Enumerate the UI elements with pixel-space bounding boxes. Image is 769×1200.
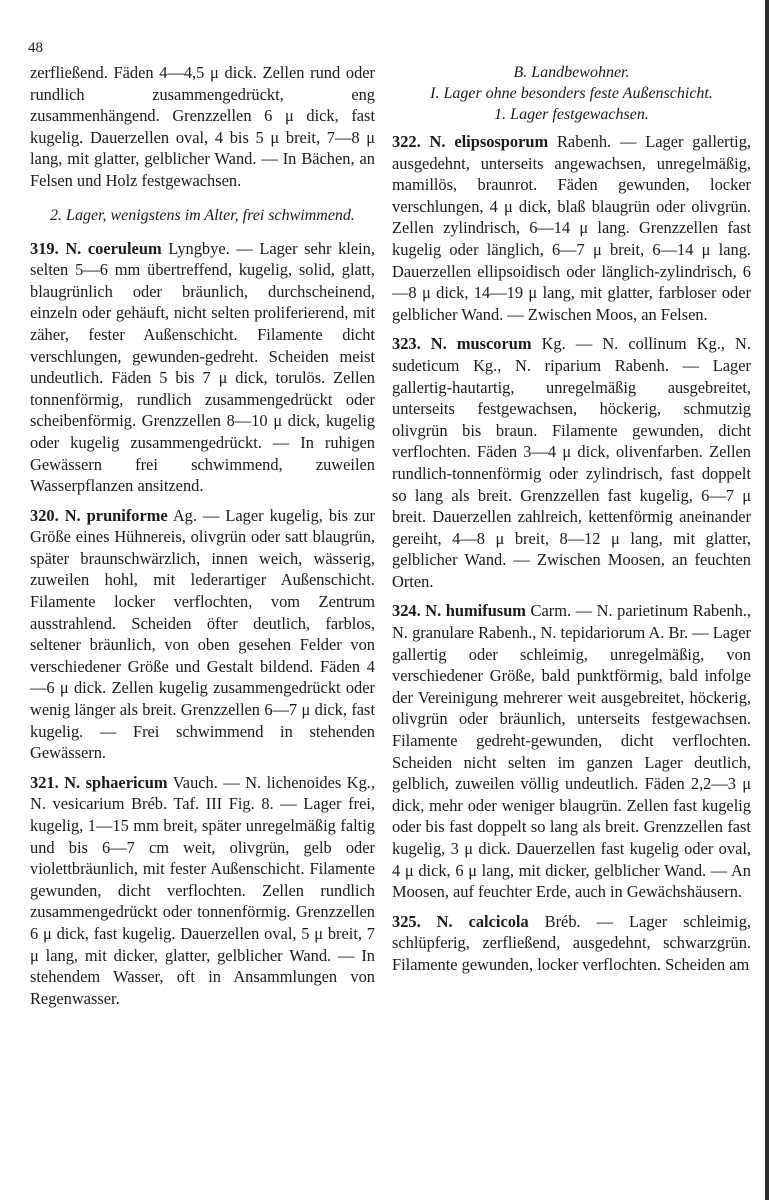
- right-headings: [392, 62, 751, 125]
- heading-lager-ohne-aussenschicht: I. Lager ohne besonders feste Außenschicht.: [430, 85, 713, 102]
- entry-number: 322.: [392, 132, 421, 151]
- entry-number: 319.: [30, 238, 59, 258]
- species-entry-324: [392, 600, 751, 902]
- page-number: 48: [28, 40, 43, 56]
- entry-text: Rabenh. — Lager gallertig, ausgedehnt, unterseits angewachsen, unregelmäßig, mamillös, braunrot. Fäden gewunden, locker verschlungen, 4 μ dick, blaß blaugrün oder olivgrün. Zellen zylindrisch, 6—14 μ lang. Grenzzellen fast kugelig oder länglich, 6—7 μ breit, 6—14 μ lang. Dauerzellen ellipsoidisch oder länglich-zylindrisch, 6—8 μ dick, 14—19 μ lang, mit glatter, farbloser oder gelblicher Wand. — Zwischen Moos, an Felsen.: [392, 132, 752, 324]
- entry-text: Carm. — N. parietinum Rabenh., N. granulare Rabenh., N. tepidariorum A. Br. — Lager gallertig oder schleimig, unregelmäßig, von verschiedener Größe, bald punktförmig, bald infolge der Vereinigung mehrerer weit ausgebreitet, höckerig, olivgrün oder bräunlich, unterseits festgewachsen. Filamente gedreht-gewunden, dicht verflochten. Scheiden nicht selten im ganzen Lager deutlich, gelblich, zuweilen völlig undeutlich. Fäden 2,2—3 μ dick, mehr oder weniger blaugrün. Zellen fast kugelig oder bis fast doppelt so lang als breit. Grenzzellen fast kugelig, 3 μ dick. Dauerzellen fast kugelig oder oval, 4 μ dick, 6 μ lang, mit dicker, gelblicher Wand. — An Moosen, auf feuchter Erde, auch in Gewächshäusern.: [392, 601, 751, 902]
- page-edge-shadow: [765, 0, 769, 1200]
- species-name: N. coeruleum: [65, 238, 162, 258]
- species-entry-321: [30, 772, 375, 1010]
- entry-text: Lyngbye. — Lager sehr klein, selten 5—6 mm übertreffend, kugelig, solid, glatt, blaugrünlich oder bräunlich, durchscheinend, einzeln oder gehäuft, nicht selten proliferierend, mit zäher, fester Außenschicht. Filamente dicht verschlungen, gewunden-gedreht. Scheiden meist undeutlich. Fäden 5 bis 7 μ dick, torulös. Zellen tonnenförmig, rundlich zusammengedrückt oder scheibenförmig. Grenzzellen 8—10 μ dick, kugelig oder kugelig zusammengedrückt. — In ruhigen Gewässern frei schwimmend, zuweilen Wasserpflanzen ansitzend.: [30, 238, 375, 496]
- species-name: N. elipsosporum: [429, 132, 549, 151]
- entry-number: 323.: [392, 334, 421, 354]
- species-entry-323: [392, 333, 751, 592]
- entry-number: 325.: [392, 911, 421, 931]
- species-name: N. pruniforme: [64, 505, 168, 525]
- species-name: N. sphaericum: [64, 772, 168, 792]
- species-entry-319: [30, 238, 375, 497]
- entry-text: Vauch. — N. lichenoides Kg., N. vesicarium Bréb. Taf. III Fig. 8. — Lager frei, kugelig, 1—15 mm breit, später unregelmäßig faltig und bis 6—7 cm weit, olivgrün, gelb oder violettbräunlich, mit fester Außenschicht. Filamente gewunden, dicht verflochten. Zellen rundlich zusammengedrückt oder tonnenförmig. Grenzzellen 6 μ dick, fast kugelig. Dauerzellen oval, 5 μ breit, 7 μ lang, mit dicker, glatter, gelblicher Wand. — In stehendem Wasser, oft in Ansammlungen von Regenwasser.: [30, 772, 375, 1008]
- heading-lager-festgewachsen: 1. Lager festgewachsen.: [494, 106, 649, 123]
- entry-number: 324.: [392, 601, 421, 621]
- entry-number: 321.: [30, 772, 59, 792]
- species-entry-322: [392, 131, 751, 325]
- species-name: N. calcicola: [436, 911, 529, 931]
- species-entry-320: [30, 505, 375, 764]
- entry-text: Ag. — Lager kugelig, bis zur Größe eines Hühnereis, olivgrün oder satt blaugrün, später braunschwärzlich, innen weich, wässerig, zuweilen hohl, mit lederartiger Außenschicht. Filamente locker verflochten, vom Zentrum ausstrahlend. Scheiden öfter deutlich, farblos, seltener bräunlich, von oben gesehen Felder von verschiedener Größe und Gestalt bildend. Fäden 4—6 μ dick. Zellen kugelig zusammengedrückt oder wenig länger als breit. Grenzzellen 6—7 μ dick, fast kugelig. — Frei schwimmend in stehenden Gewässern.: [30, 505, 375, 763]
- section-heading-frei-schwimmend: 2. Lager, wenigstens im Alter, frei schwimmend.: [50, 206, 355, 224]
- heading-landbewohner: B. Landbewohner.: [513, 64, 630, 81]
- species-name: N. muscorum: [430, 334, 532, 354]
- entry-text: Kg. — N. collinum Kg., N. sudeticum Kg., N. riparium Rabenh. — Lager gallertig-hautartig, unregelmäßig ausgebreitet, unterseits festgewachsen, höckerig, schmutzig olivgrün bis braun. Filamente gewunden, dicht verflochten. Fäden 3—4 μ dick, olivenfarben. Zellen rundlich-tonnenförmig oder zylindrisch, fast doppelt so lang als breit. Grenzzellen fast kugelig, 6—7 μ breit. Dauerzellen zahlreich, kettenförmig aneinander gereiht, 4—8 μ breit, 8—12 μ lang, mit glatter, gelblicher Wand. — Zwischen Moosen, an feuchten Orten.: [392, 334, 751, 591]
- right-column: [392, 62, 751, 984]
- species-entry-325: [392, 911, 751, 976]
- species-name: N. humifusum: [425, 601, 526, 621]
- entry-text: Bréb. — Lager schleimig, schlüpferig, zerfließend, ausgedehnt, schwarzgrün. Filamente gewunden, locker verflochten. Scheiden am: [392, 911, 751, 974]
- left-column: [30, 62, 375, 1017]
- entry-number: 320.: [30, 505, 59, 525]
- intro-paragraph: zerfließend. Fäden 4—4,5 μ dick. Zellen rund oder rundlich zusammengedrückt, eng zusammenhängend. Grenzzellen 6 μ dick, fast kugelig. Dauerzellen oval, 4 bis 5 μ breit, 7—8 μ lang, mit glatter, gelblicher Wand. — In Bächen, an Felsen und Holz festgewachsen.: [30, 63, 375, 190]
